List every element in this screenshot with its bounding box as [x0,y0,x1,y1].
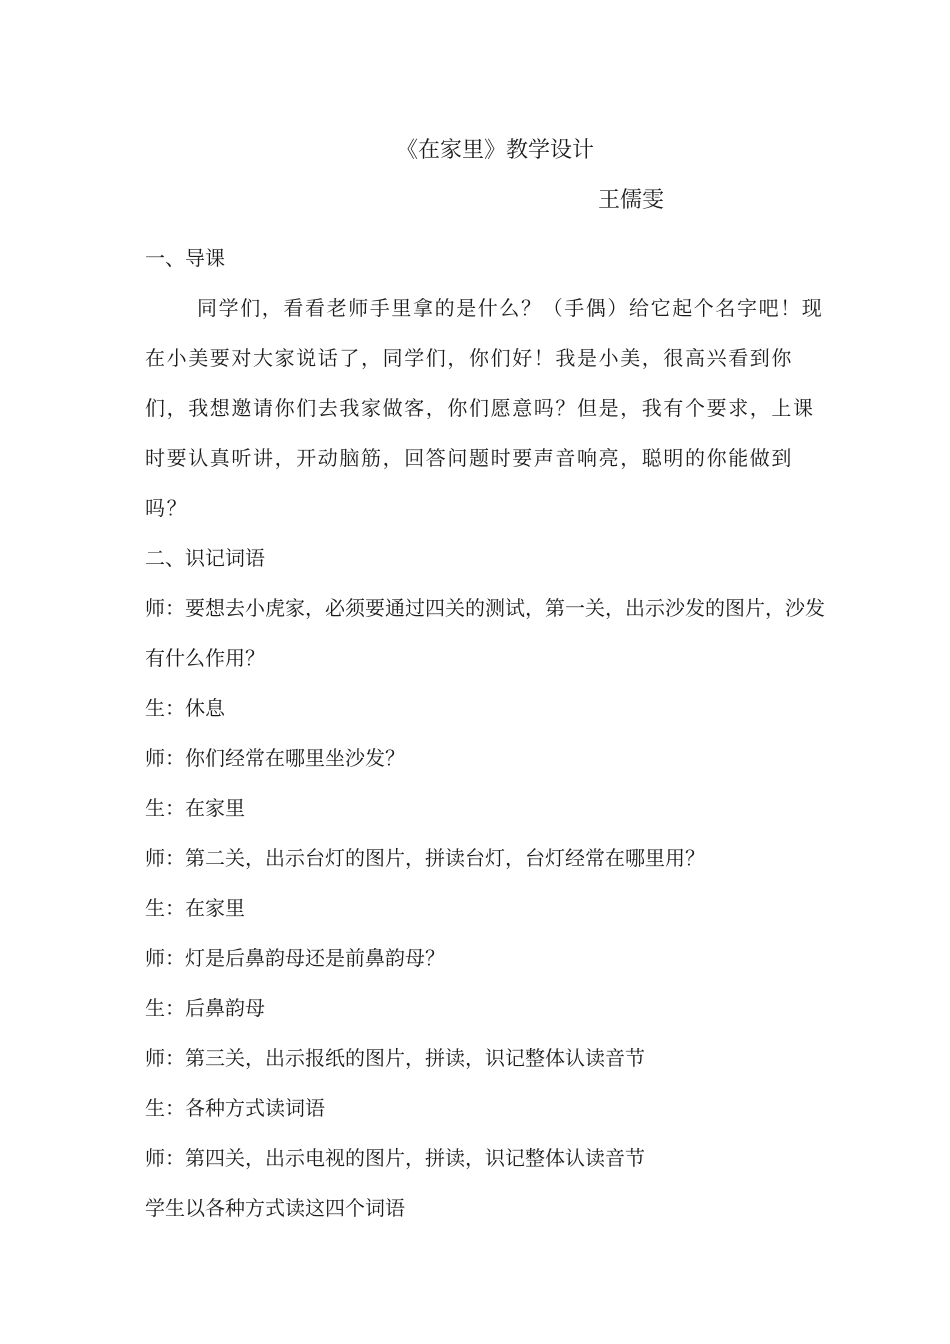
dialogue-line: 师：第三关，出示报纸的图片，拼读，识记整体认读音节 [145,1046,645,1070]
dialogue-line: 师：第四关，出示电视的图片，拼读，识记整体认读音节 [145,1146,645,1170]
section-heading-intro: 一、导课 [145,246,225,270]
document-body [145,233,835,1233]
dialogue-line: 生：各种方式读词语 [145,1096,325,1120]
intro-paragraph: 同学们，看看老师手里拿的是什么？（手偶）给它起个名字吧！现在小美要对大家说话了，同学们，你们好！我是小美，很高兴看到你们，我想邀请你们去我家做客，你们愿意吗？但是，我有个要求，上课时要认真听讲，开动脑筋，回答问题时要声音响亮，聪明的你能做到吗？ [145,296,824,520]
dialogue-line: 生：后鼻韵母 [145,996,265,1020]
dialogue-line: 师：第二关，出示台灯的图片，拼读台灯，台灯经常在哪里用？ [145,846,705,870]
dialogue-line: 师：要想去小虎家，必须要通过四关的测试，第一关，出示沙发的图片，沙发有什么作用？ [145,596,825,670]
document-author: 王儒雯 [598,188,665,213]
dialogue-line: 生：休息 [145,696,225,720]
document-title: 《在家里》教学设计 [395,138,594,163]
dialogue-line: 生：在家里 [145,896,245,920]
dialogue-line: 生：在家里 [145,796,245,820]
section-heading-vocabulary: 二、识记词语 [145,546,265,570]
dialogue-line: 师：你们经常在哪里坐沙发？ [145,746,405,770]
closing-line: 学生以各种方式读这四个词语 [145,1196,405,1220]
dialogue-line: 师：灯是后鼻韵母还是前鼻韵母？ [145,946,445,970]
